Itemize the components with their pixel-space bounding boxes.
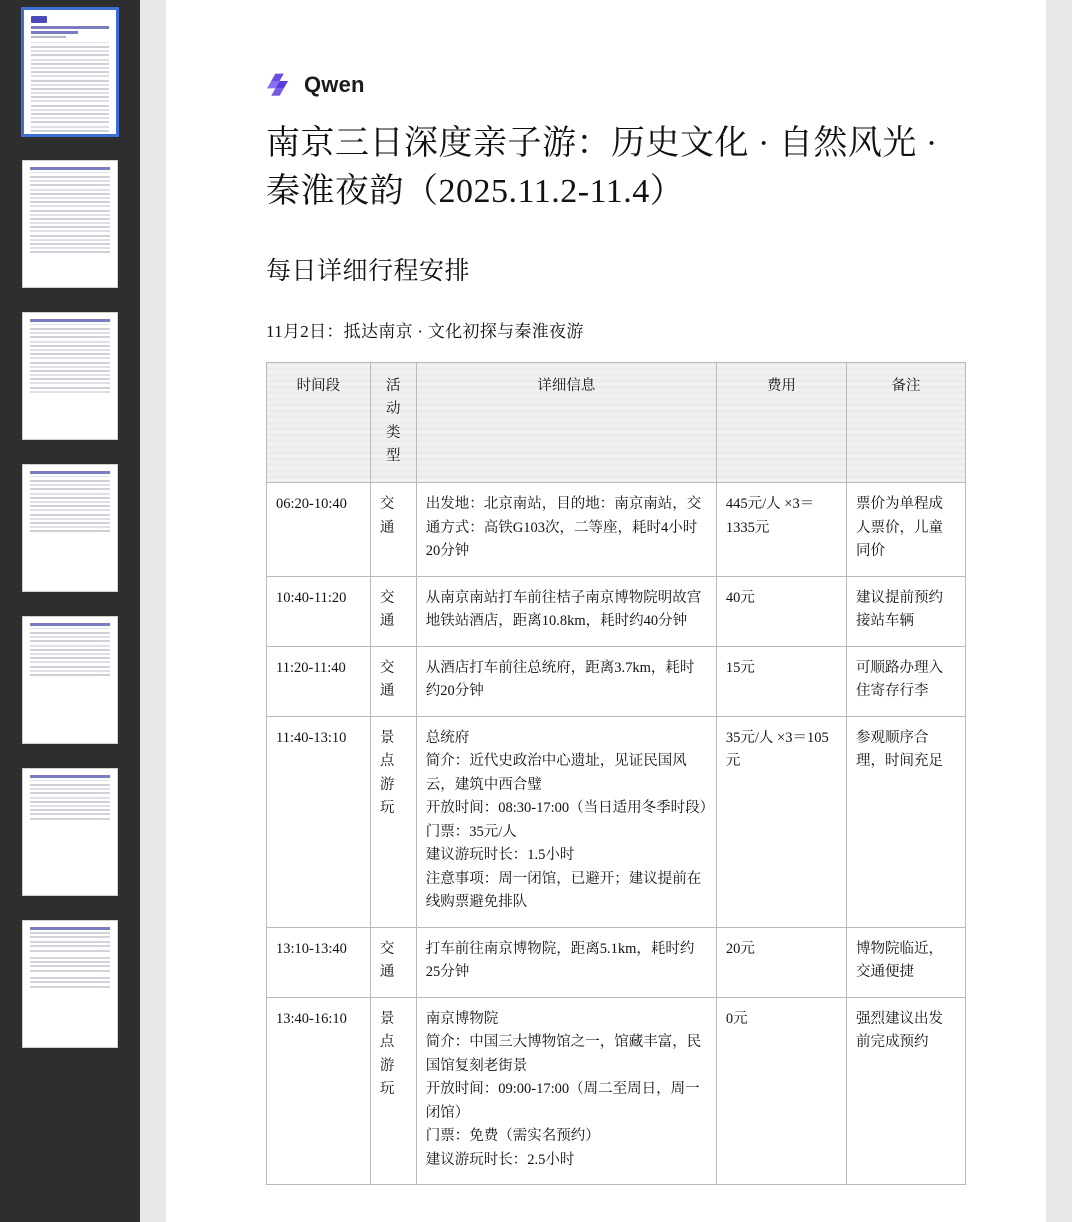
thumbnail-table-row: [30, 666, 110, 668]
thumbnail-table-row: [31, 117, 109, 119]
cell-cost: 0元: [716, 997, 846, 1184]
thumbnail-divider: [30, 324, 110, 325]
thumbnail-table-row: [30, 193, 110, 195]
thumbnail-table-row: [30, 378, 110, 380]
thumbnail-table-row: [31, 109, 109, 111]
thumbnail-subtitle-line: [31, 36, 66, 38]
thumbnail-table-row: [31, 121, 109, 123]
activity-type-char: 交: [379, 659, 395, 676]
thumbnail-text-line: [30, 950, 110, 952]
cell-note: 票价为单程成人票价，儿童同价: [846, 483, 965, 576]
thumbnail-table-row: [30, 493, 110, 495]
cell-note: 博物院临近，交通便捷: [846, 927, 965, 997]
cell-time: 06:20-10:40: [267, 483, 371, 576]
thumbnail-table-row: [30, 674, 110, 676]
thumbnail-table-row: [30, 201, 110, 203]
thumbnail-table-row: [31, 100, 109, 102]
table-row: [267, 927, 966, 997]
activity-type-char: 通: [379, 683, 395, 700]
thumbnail-table-row: [31, 92, 109, 94]
thumbnail-table-row: [30, 382, 110, 384]
cell-detail: [416, 646, 716, 716]
activity-type-char: 交: [379, 496, 395, 513]
thumbnail-text-line: [30, 945, 110, 947]
thumbnail-title-line: [30, 775, 110, 778]
thumbnail-table-row: [30, 480, 110, 482]
thumbnail-table-row: [30, 345, 110, 347]
detail-line: 开放时间：08:30-17:00（当日适用冬季时段）: [425, 800, 715, 817]
cell-activity-type: [370, 646, 416, 716]
brand-name: Qwen: [304, 72, 365, 97]
thumbnail-table-row: [30, 809, 110, 811]
cell-detail: [416, 716, 716, 927]
activity-type-char: 通: [379, 519, 395, 536]
document-page: [166, 0, 1046, 1222]
thumbnail-table-row: [30, 509, 110, 511]
table-row: [267, 483, 966, 576]
cell-cost: 445元/人 ×3＝1335元: [716, 483, 846, 576]
thumbnail-table-row: [30, 222, 110, 224]
detail-line: 建议游玩时长：2.5小时: [425, 1151, 575, 1168]
thumbnail-table-row: [30, 649, 110, 651]
thumbnail-table-row: [30, 362, 110, 364]
thumbnail-text-line: [30, 936, 110, 938]
activity-type-char: 交: [379, 589, 395, 606]
thumbnail-title-line: [30, 167, 110, 170]
thumbnail-table-row: [30, 353, 110, 355]
thumbnail-table-row: [30, 239, 110, 241]
thumbnail-table-row: [30, 247, 110, 249]
detail-line: 总统府: [425, 729, 470, 746]
cell-activity-type: [370, 927, 416, 997]
table-row: [267, 716, 966, 927]
thumbnail-table-row: [30, 180, 110, 182]
thumbnail-text-line: [30, 932, 110, 934]
thumbnail-table-row: [30, 218, 110, 220]
thumbnail-table-row: [30, 522, 110, 524]
thumbnail-table-row: [30, 349, 110, 351]
thumbnail-divider: [30, 628, 110, 629]
activity-type-char: 游: [379, 776, 395, 793]
thumbnail-table-row: [30, 653, 110, 655]
thumbnail-table-row: [30, 661, 110, 663]
column-header-detail: 详细信息: [416, 362, 716, 483]
thumbnail-title-line: [30, 471, 110, 474]
thumbnail-table-row: [31, 130, 109, 132]
thumbnail-title-line: [31, 31, 78, 34]
thumbnail-table-row: [30, 235, 110, 237]
table-row: [267, 997, 966, 1184]
thumbnail-table-row: [30, 636, 110, 638]
page-thumbnail-7[interactable]: [22, 920, 118, 1048]
thumbnail-text-line: [30, 986, 110, 988]
thumbnail-text-line: [30, 977, 110, 979]
thumbnail-text-line: [30, 941, 110, 943]
thumbnail-table-row: [30, 374, 110, 376]
thumbnail-table-row: [31, 46, 109, 48]
thumbnail-table-row: [30, 243, 110, 245]
page-thumbnail-4[interactable]: [22, 464, 118, 592]
thumbnail-text-line: [30, 957, 110, 959]
thumbnail-table-row: [30, 387, 110, 389]
thumbnail-table-row: [30, 357, 110, 359]
document-scroll-area[interactable]: [140, 0, 1072, 1222]
section-heading: 每日详细行程安排: [266, 257, 471, 285]
thumbnail-title-line: [30, 927, 110, 930]
cell-note: 可顺路办理入住寄存行李: [846, 646, 965, 716]
thumbnail-title-line: [30, 623, 110, 626]
activity-type-char: 景: [379, 1010, 395, 1027]
thumbnail-table-row: [30, 805, 110, 807]
table-row: [267, 576, 966, 646]
activity-type-char: 交: [379, 940, 395, 957]
thumbnail-table-row: [30, 484, 110, 486]
thumbnail-table-row: [30, 184, 110, 186]
table-body: [267, 483, 966, 1185]
thumbnail-table-row: [30, 670, 110, 672]
thumbnail-table-row: [31, 105, 109, 107]
cell-time: 13:10-13:40: [267, 927, 371, 997]
page-thumbnail-sidebar[interactable]: [0, 0, 140, 1222]
cell-detail: [416, 483, 716, 576]
thumbnail-text-line: [30, 970, 110, 972]
thumbnail-table-row: [31, 67, 109, 69]
thumbnail-table-row: [31, 54, 109, 56]
thumbnail-table-row: [30, 176, 110, 178]
page-thumbnail-6[interactable]: [22, 768, 118, 896]
activity-type-char: 点: [379, 1034, 395, 1051]
activity-type-char: 玩: [379, 1081, 395, 1098]
thumbnail-divider: [30, 476, 110, 477]
thumbnail-table-row: [30, 336, 110, 338]
thumbnail-table-row: [30, 784, 110, 786]
thumbnail-text-line: [30, 961, 110, 963]
activity-type-char: 通: [379, 964, 395, 981]
thumbnail-table-row: [30, 632, 110, 634]
thumbnail-table-row: [30, 328, 110, 330]
detail-line: 开放时间：09:00-17:00（周二至周日，周一闭馆）: [425, 1081, 700, 1121]
thumbnail-table-row: [30, 530, 110, 532]
itinerary-table: [266, 362, 966, 1186]
detail-line: 南京博物院: [425, 1010, 499, 1027]
detail-line: 门票：35元/人: [425, 823, 517, 840]
thumbnail-table-row: [30, 501, 110, 503]
thumbnail-table-row: [31, 59, 109, 61]
cell-activity-type: [370, 716, 416, 927]
detail-line: 简介：中国三大博物馆之一，馆藏丰富，民国馆复刻老街景: [425, 1034, 702, 1074]
thumbnail-table-row: [30, 505, 110, 507]
thumbnail-table-row: [31, 113, 109, 115]
table-row: [267, 646, 966, 716]
thumbnail-text-line: [30, 981, 110, 983]
thumbnail-table-row: [30, 792, 110, 794]
detail-line: 出发地：北京南站，目的地：南京南站，交通方式：高铁G103次，二等座，耗时4小时20分钟: [425, 496, 702, 560]
thumbnail-table-row: [30, 488, 110, 490]
thumbnail-table-row: [30, 197, 110, 199]
thumbnail-table-row: [31, 88, 109, 90]
column-header-cost: 费用: [716, 362, 846, 483]
thumbnail-text-line: [30, 813, 110, 815]
thumbnail-table-row: [30, 251, 110, 253]
table-header-row: [267, 362, 966, 483]
thumbnail-table-row: [30, 801, 110, 803]
cell-time: 10:40-11:20: [267, 576, 371, 646]
thumbnail-table-row: [30, 205, 110, 207]
cell-note: 参观顺序合理，时间充足: [846, 716, 965, 927]
activity-type-char: 景: [379, 729, 395, 746]
thumbnail-table-row: [30, 788, 110, 790]
thumbnail-table-row: [31, 96, 109, 98]
cell-activity-type: [370, 576, 416, 646]
thumbnail-text-block: [30, 977, 110, 988]
activity-type-char: 游: [379, 1057, 395, 1074]
cell-activity-type: [370, 997, 416, 1184]
page-thumbnail-5[interactable]: [22, 616, 118, 744]
activity-type-char: 通: [379, 613, 395, 630]
thumbnail-table-row: [30, 640, 110, 642]
cell-cost: 35元/人 ×3＝105元: [716, 716, 846, 927]
thumbnail-table-row: [30, 526, 110, 528]
detail-line: 简介：近代史政治中心遗址，见证民国风云，建筑中西合璧: [425, 753, 687, 793]
detail-line: 从南京南站打车前往桔子南京博物院明故宫地铁站酒店，距离10.8km，耗时约40分钟: [425, 589, 702, 630]
thumbnail-divider: [30, 172, 110, 173]
cell-cost: 20元: [716, 927, 846, 997]
thumbnail-table-row: [30, 514, 110, 516]
day-heading: 11月2日：抵达南京 · 文化初探与秦淮夜游: [266, 321, 584, 341]
cell-cost: 40元: [716, 576, 846, 646]
page-thumbnail-3[interactable]: [22, 312, 118, 440]
cell-time: 11:20-11:40: [267, 646, 371, 716]
thumbnail-logo-icon: [31, 16, 47, 23]
cell-note: 建议提前预约接站车辆: [846, 576, 965, 646]
thumbnail-table-row: [30, 645, 110, 647]
cell-activity-type: [370, 483, 416, 576]
cell-time: 11:40-13:10: [267, 716, 371, 927]
thumbnail-table-row: [31, 75, 109, 77]
thumbnail-title-line: [31, 26, 109, 29]
thumbnail-table-row: [30, 341, 110, 343]
thumbnail-table-row: [30, 657, 110, 659]
thumbnail-table-row: [31, 84, 109, 86]
detail-line: 注意事项：周一闭馆，已避开；建议提前在线购票避免排队: [425, 870, 702, 911]
cell-detail: [416, 997, 716, 1184]
thumbnail-table-row: [30, 366, 110, 368]
cell-time: 13:40-16:10: [267, 997, 371, 1184]
thumbnail-title-line: [30, 319, 110, 322]
brand-header: [266, 72, 946, 98]
thumbnail-text-line: [30, 818, 110, 820]
thumbnail-table-row: [30, 332, 110, 334]
thumbnail-table-row: [31, 80, 109, 82]
thumbnail-table-row: [30, 497, 110, 499]
thumbnail-table-row: [30, 518, 110, 520]
detail-line: 打车前往南京博物院，距离5.1km，耗时约25分钟: [425, 940, 695, 981]
thumbnail-table-row: [30, 214, 110, 216]
cell-note: 强烈建议出发前完成预约: [846, 997, 965, 1184]
column-header-time: 时间段: [267, 362, 371, 483]
thumbnail-text-line: [30, 965, 110, 967]
thumbnail-table-row: [30, 230, 110, 232]
thumbnail-table-row: [31, 71, 109, 73]
thumbnail-divider: [30, 780, 110, 781]
qwen-logo-icon: [266, 72, 296, 98]
thumbnail-table-row: [30, 210, 110, 212]
cell-detail: [416, 927, 716, 997]
column-header-type: 活动类型: [370, 362, 416, 483]
detail-line: 从酒店打车前往总统府，距离3.7km，耗时约20分钟: [425, 659, 695, 700]
thumbnail-table-row: [30, 370, 110, 372]
activity-type-char: 玩: [379, 800, 395, 817]
page-thumbnail-2[interactable]: [22, 160, 118, 288]
page-title: 南京三日深度亲子游：历史文化 · 自然风光 · 秦淮夜韵（2025.11.2-11.4）: [266, 125, 938, 211]
page-thumbnail-1[interactable]: [22, 8, 118, 136]
thumbnail-text-block: [30, 932, 110, 952]
cell-cost: 15元: [716, 646, 846, 716]
thumbnail-table-row: [31, 134, 109, 136]
thumbnail-table-row: [30, 189, 110, 191]
thumbnail-table-row: [31, 126, 109, 128]
thumbnail-table-row: [30, 797, 110, 799]
detail-line: 建议游玩时长：1.5小时: [425, 847, 575, 864]
thumbnail-divider: [31, 42, 109, 43]
cell-detail: [416, 576, 716, 646]
thumbnail-table-row: [31, 50, 109, 52]
thumbnail-text-block: [30, 813, 110, 819]
column-header-note: 备注: [846, 362, 965, 483]
activity-type-char: 点: [379, 753, 395, 770]
detail-line: 门票：免费（需实名预约）: [425, 1128, 600, 1145]
thumbnail-table-row: [31, 63, 109, 65]
thumbnail-table-row: [30, 391, 110, 393]
thumbnail-text-block: [30, 957, 110, 972]
thumbnail-table-row: [30, 226, 110, 228]
